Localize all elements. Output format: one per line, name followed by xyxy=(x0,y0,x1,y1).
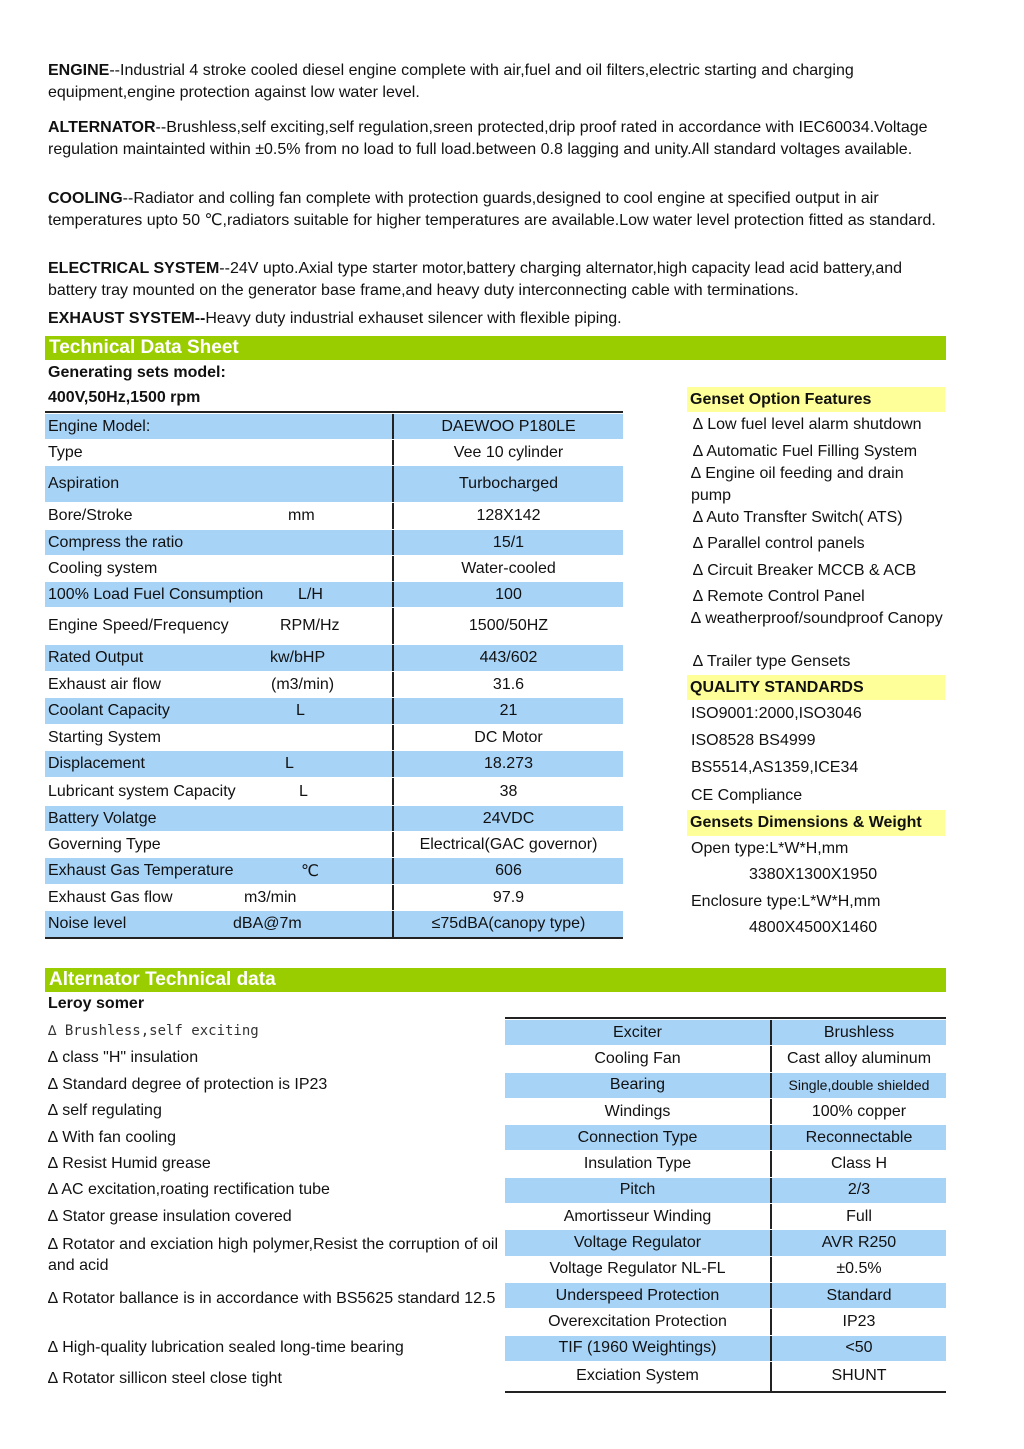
electrical-paragraph xyxy=(48,258,948,301)
engine-label: ENGINE xyxy=(48,62,110,79)
electrical-label: ELECTRICAL SYSTEM xyxy=(48,260,220,277)
alternator-row-value: 100% copper xyxy=(770,1099,946,1124)
tech-row-unit: RPM/Hz xyxy=(280,617,340,634)
alternator-row xyxy=(505,1177,946,1203)
cooling-text: --Radiator and colling fan complete with protection guards,designed to cool engine at specified output in air temperatures upto 50 ℃,radiators suitable for higher temperatures are available.Low water level protection fitted as standard. xyxy=(48,190,936,229)
alternator-row xyxy=(505,1256,946,1282)
alternator-data-table xyxy=(505,1017,946,1393)
tech-row-unit: L xyxy=(299,782,308,800)
alternator-row-value: AVR R250 xyxy=(770,1230,946,1255)
tech-row xyxy=(45,607,623,644)
tech-row-label: Noise level xyxy=(48,915,127,932)
exhaust-label: EXHAUST SYSTEM-- xyxy=(48,310,206,327)
option-feature-item: ∆ Low fuel level alarm shutdown xyxy=(693,416,922,433)
tech-row-label: Starting System xyxy=(48,728,161,746)
alternator-feature-item: ∆ High-quality lubrication sealed long-time bearing xyxy=(48,1339,404,1356)
tech-row-value: Water-cooled xyxy=(392,556,623,581)
alternator-row xyxy=(505,1361,946,1391)
tech-row-label-cell xyxy=(45,530,392,555)
alternator-feature-item: ∆ Brushless,self exciting xyxy=(48,1023,259,1039)
tech-row-unit: ℃ xyxy=(301,863,319,880)
alternator-row xyxy=(505,1335,946,1361)
electrical-text: --24V upto.Axial type starter motor,battery charging alternator,high capacity lead acid battery,and battery tray mounted on the generator base frame,and heavy duty interconnecting cable with terminations. xyxy=(48,260,903,299)
tech-row-label: Exhaust Gas flow xyxy=(48,888,173,906)
cooling-label: COOLING xyxy=(48,190,123,207)
tech-row-label-cell xyxy=(45,698,392,724)
tech-row-value: 1500/50HZ xyxy=(392,608,623,644)
tech-row-unit: mm xyxy=(288,507,315,524)
tech-row xyxy=(45,413,623,439)
tech-row-unit: dBA@7m xyxy=(233,915,302,932)
quality-standard-item: BS5514,AS1359,ICE34 xyxy=(691,759,859,776)
alternator-feature-item: ∆ Rotator sillicon steel close tight xyxy=(48,1370,282,1387)
alternator-feature-item: ∆ Standard degree of protection is IP23 xyxy=(48,1076,328,1093)
cooling-paragraph xyxy=(48,188,948,231)
alternator-row xyxy=(505,1308,946,1334)
alternator-row-label: Insulation Type xyxy=(583,1155,692,1173)
tech-row-label-cell xyxy=(45,911,392,937)
alternator-row xyxy=(505,1098,946,1124)
tech-row-unit: L xyxy=(296,702,305,719)
alternator-row-value: Full xyxy=(770,1204,946,1229)
alternator-row-value: <50 xyxy=(770,1336,946,1361)
open-type-value: 3380X1300X1950 xyxy=(749,866,878,883)
alternator-row-value: Class H xyxy=(770,1151,946,1176)
alternator-row-value: Brushless xyxy=(770,1020,946,1045)
tech-row-label-cell xyxy=(45,751,392,777)
tech-row-label-cell xyxy=(45,466,392,502)
option-feature-item: ∆ Automatic Fuel Filling System xyxy=(693,443,918,460)
model-label: Generating sets model: xyxy=(48,364,226,381)
tech-row-label: Lubricant system Capacity xyxy=(48,782,236,800)
tech-row-label-cell xyxy=(45,672,392,697)
engine-text: --Industrial 4 stroke cooled diesel engine complete with air,fuel and oil filters,electric starting and charging equipment,engine protection against low water level. xyxy=(48,62,854,101)
alternator-row-label: Windings xyxy=(604,1102,671,1120)
alternator-row-label: Voltage Regulator NL-FL xyxy=(549,1260,726,1278)
alternator-row-value: 2/3 xyxy=(770,1178,946,1203)
alternator-row xyxy=(505,1045,946,1071)
alternator-row-label: Pitch xyxy=(619,1181,656,1199)
tech-row-unit: m3/min xyxy=(244,888,297,906)
tech-row-value: 97.9 xyxy=(392,885,623,910)
alternator-row-label: Exciation System xyxy=(576,1367,699,1385)
tech-row-value: 21 xyxy=(392,698,623,724)
alternator-technical-header: Alternator Technical data xyxy=(45,968,946,992)
tech-row-label: Engine Speed/Frequency xyxy=(48,617,229,634)
tech-row xyxy=(45,750,623,777)
tech-row-label: Compress the ratio xyxy=(48,533,184,551)
tech-row-label-cell xyxy=(45,503,392,529)
alternator-feature-item: ∆ Resist Humid grease xyxy=(48,1155,211,1172)
option-feature-item: ∆ weatherproof/soundproof Canopy xyxy=(691,610,943,627)
tech-row-label: Engine Model: xyxy=(48,417,151,435)
enclosure-type-value: 4800X4500X1460 xyxy=(749,919,878,936)
exhaust-text: Heavy duty industrial exhauset silencer with flexible piping. xyxy=(205,310,622,327)
tech-row-label-cell xyxy=(45,806,392,831)
option-features-header: Genset Option Features xyxy=(687,387,945,412)
tech-row-label-cell xyxy=(45,858,392,884)
tech-row-label: Aspiration xyxy=(48,475,120,492)
enclosure-type-label: Enclosure type:L*W*H,mm xyxy=(691,893,881,910)
option-feature-item: ∆ Circuit Breaker MCCB & ACB xyxy=(693,562,917,579)
tech-row-value: Vee 10 cylinder xyxy=(392,440,623,465)
tech-row-label: Governing Type xyxy=(48,835,161,853)
alternator-label: ALTERNATOR xyxy=(48,119,156,136)
tech-row-label: Coolant Capacity xyxy=(48,702,170,719)
tech-row-unit: L xyxy=(285,755,294,772)
option-feature-item: ∆ Parallel control panels xyxy=(693,535,865,552)
alternator-row xyxy=(505,1072,946,1098)
tech-row xyxy=(45,439,623,465)
tech-row-label: Type xyxy=(48,443,83,461)
alternator-row-label: Voltage Regulator xyxy=(573,1234,702,1252)
tech-row-label-cell xyxy=(45,885,392,910)
technical-data-sheet-header: Technical Data Sheet xyxy=(45,336,946,360)
alternator-row-value: IP23 xyxy=(770,1309,946,1334)
option-feature-item: ∆ Engine oil feeding and drain pump xyxy=(691,465,904,504)
quality-standards-header: QUALITY STANDARDS xyxy=(687,675,945,700)
tech-row-value: Turbocharged xyxy=(392,466,623,502)
alternator-row-value: ±0.5% xyxy=(770,1257,946,1282)
alternator-row xyxy=(505,1282,946,1308)
alternator-feature-item: ∆ self regulating xyxy=(48,1102,162,1119)
alternator-row-label: Bearing xyxy=(609,1076,666,1094)
alternator-feature-item: ∆ Rotator and exciation high polymer,Resist the corruption of oil and acid xyxy=(48,1236,499,1274)
option-feature-item: ∆ Trailer type Gensets xyxy=(693,653,851,670)
alternator-paragraph xyxy=(48,117,948,160)
alternator-row-label: Connection Type xyxy=(577,1128,698,1146)
tech-row-label-cell xyxy=(45,608,392,644)
tech-row-value: 15/1 xyxy=(392,530,623,555)
tech-row-unit: L/H xyxy=(298,585,323,603)
tech-row-label: Cooling system xyxy=(48,559,158,577)
tech-row xyxy=(45,805,623,831)
alternator-row-label: Overexcitation Protection xyxy=(548,1312,727,1330)
tech-row xyxy=(45,831,623,857)
tech-row xyxy=(45,555,623,581)
quality-standard-item: ISO9001:2000,ISO3046 xyxy=(691,705,862,722)
tech-row-unit: (m3/min) xyxy=(271,675,335,693)
tech-row-label: 100% Load Fuel Consumption xyxy=(48,585,264,603)
tech-row-value: 24VDC xyxy=(392,806,623,831)
tech-row xyxy=(45,502,623,529)
tech-row-label-cell xyxy=(45,645,392,671)
tech-row-value: 100 xyxy=(392,582,623,607)
alternator-row-label: Cooling Fan xyxy=(594,1049,681,1067)
tech-row-value: DAEWOO P180LE xyxy=(392,414,623,439)
tech-row-label-cell xyxy=(45,778,392,805)
quality-standard-item: CE Compliance xyxy=(691,787,803,804)
alternator-row-label: Exciter xyxy=(613,1023,662,1041)
tech-row-label: Rated Output xyxy=(48,649,144,666)
tech-row-label: Battery Volatge xyxy=(48,809,157,827)
tech-row xyxy=(45,724,623,750)
quality-standard-item: ISO8528 BS4999 xyxy=(691,732,816,749)
alternator-row xyxy=(505,1124,946,1150)
tech-row xyxy=(45,581,623,607)
tech-row-value: 128X142 xyxy=(392,503,623,529)
tech-row xyxy=(45,697,623,724)
tech-row-label: Exhaust Gas Temperature xyxy=(48,862,234,879)
alternator-row-label: TIF (1960 Weightings) xyxy=(558,1339,717,1357)
tech-row xyxy=(45,910,623,937)
engine-paragraph xyxy=(48,60,948,103)
tech-row-value: 443/602 xyxy=(392,645,623,671)
alternator-row-value: SHUNT xyxy=(770,1362,946,1391)
tech-row-value: 606 xyxy=(392,858,623,884)
alternator-row xyxy=(505,1229,946,1255)
tech-row-unit: kw/bHP xyxy=(270,649,326,666)
open-type-label: Open type:L*W*H,mm xyxy=(691,840,849,857)
tech-row-label-cell xyxy=(45,582,392,607)
tech-row xyxy=(45,671,623,697)
alternator-row-label: Underspeed Protection xyxy=(555,1286,720,1304)
tech-row-value: DC Motor xyxy=(392,725,623,750)
tech-row-value: 18.273 xyxy=(392,751,623,777)
model-spec: 400V,50Hz,1500 rpm xyxy=(48,389,201,406)
alternator-row xyxy=(505,1150,946,1176)
dimensions-header: Gensets Dimensions & Weight xyxy=(687,810,945,836)
alternator-feature-item: ∆ Stator grease insulation covered xyxy=(48,1208,292,1225)
tech-row xyxy=(45,529,623,555)
tech-row-value: ≤75dBA(canopy type) xyxy=(392,911,623,937)
tech-row-label-cell xyxy=(45,414,392,439)
tech-row-label: Bore/Stroke xyxy=(48,507,133,524)
alternator-row-value: Standard xyxy=(770,1283,946,1308)
tech-row xyxy=(45,884,623,910)
tech-row xyxy=(45,644,623,671)
exhaust-paragraph xyxy=(48,308,948,330)
tech-row-label: Displacement xyxy=(48,755,145,772)
tech-row-label-cell xyxy=(45,440,392,465)
option-feature-item: ∆ Remote Control Panel xyxy=(693,588,865,605)
tech-row-label-cell xyxy=(45,832,392,857)
tech-row xyxy=(45,857,623,884)
alternator-row-value: Single,double shielded xyxy=(770,1073,946,1098)
alternator-feature-item: ∆ class "H" insulation xyxy=(48,1049,199,1066)
alternator-feature-item: ∆ With fan cooling xyxy=(48,1129,177,1146)
tech-row-value: 38 xyxy=(392,778,623,805)
alternator-text: --Brushless,self exciting,self regulation,sreen protected,drip proof rated in accordance with IEC60034.Voltage regulation maintainted within ±0.5% from no load to full load.between 0.8 lagging and unity.All standard voltages available. xyxy=(48,119,928,158)
alternator-row-label: Amortisseur Winding xyxy=(563,1207,712,1225)
alternator-feature-item: ∆ AC excitation,roating rectification tube xyxy=(48,1181,330,1198)
tech-row xyxy=(45,465,623,502)
tech-row-value: 31.6 xyxy=(392,672,623,697)
alternator-brand: Leroy somer xyxy=(48,995,145,1012)
technical-data-table xyxy=(45,411,623,939)
tech-row xyxy=(45,777,623,805)
alternator-row-value: Reconnectable xyxy=(770,1125,946,1150)
alternator-row xyxy=(505,1203,946,1229)
alternator-row xyxy=(505,1019,946,1045)
tech-row-label: Exhaust air flow xyxy=(48,675,161,693)
alternator-row-value: Cast alloy aluminum xyxy=(770,1046,946,1071)
alternator-feature-item: ∆ Rotator ballance is in accordance with BS5625 standard 12.5 xyxy=(48,1290,496,1307)
tech-row-value: Electrical(GAC governor) xyxy=(392,832,623,857)
option-feature-item: ∆ Auto Transfter Switch( ATS) xyxy=(693,509,903,526)
tech-row-label-cell xyxy=(45,556,392,581)
tech-row-label-cell xyxy=(45,725,392,750)
